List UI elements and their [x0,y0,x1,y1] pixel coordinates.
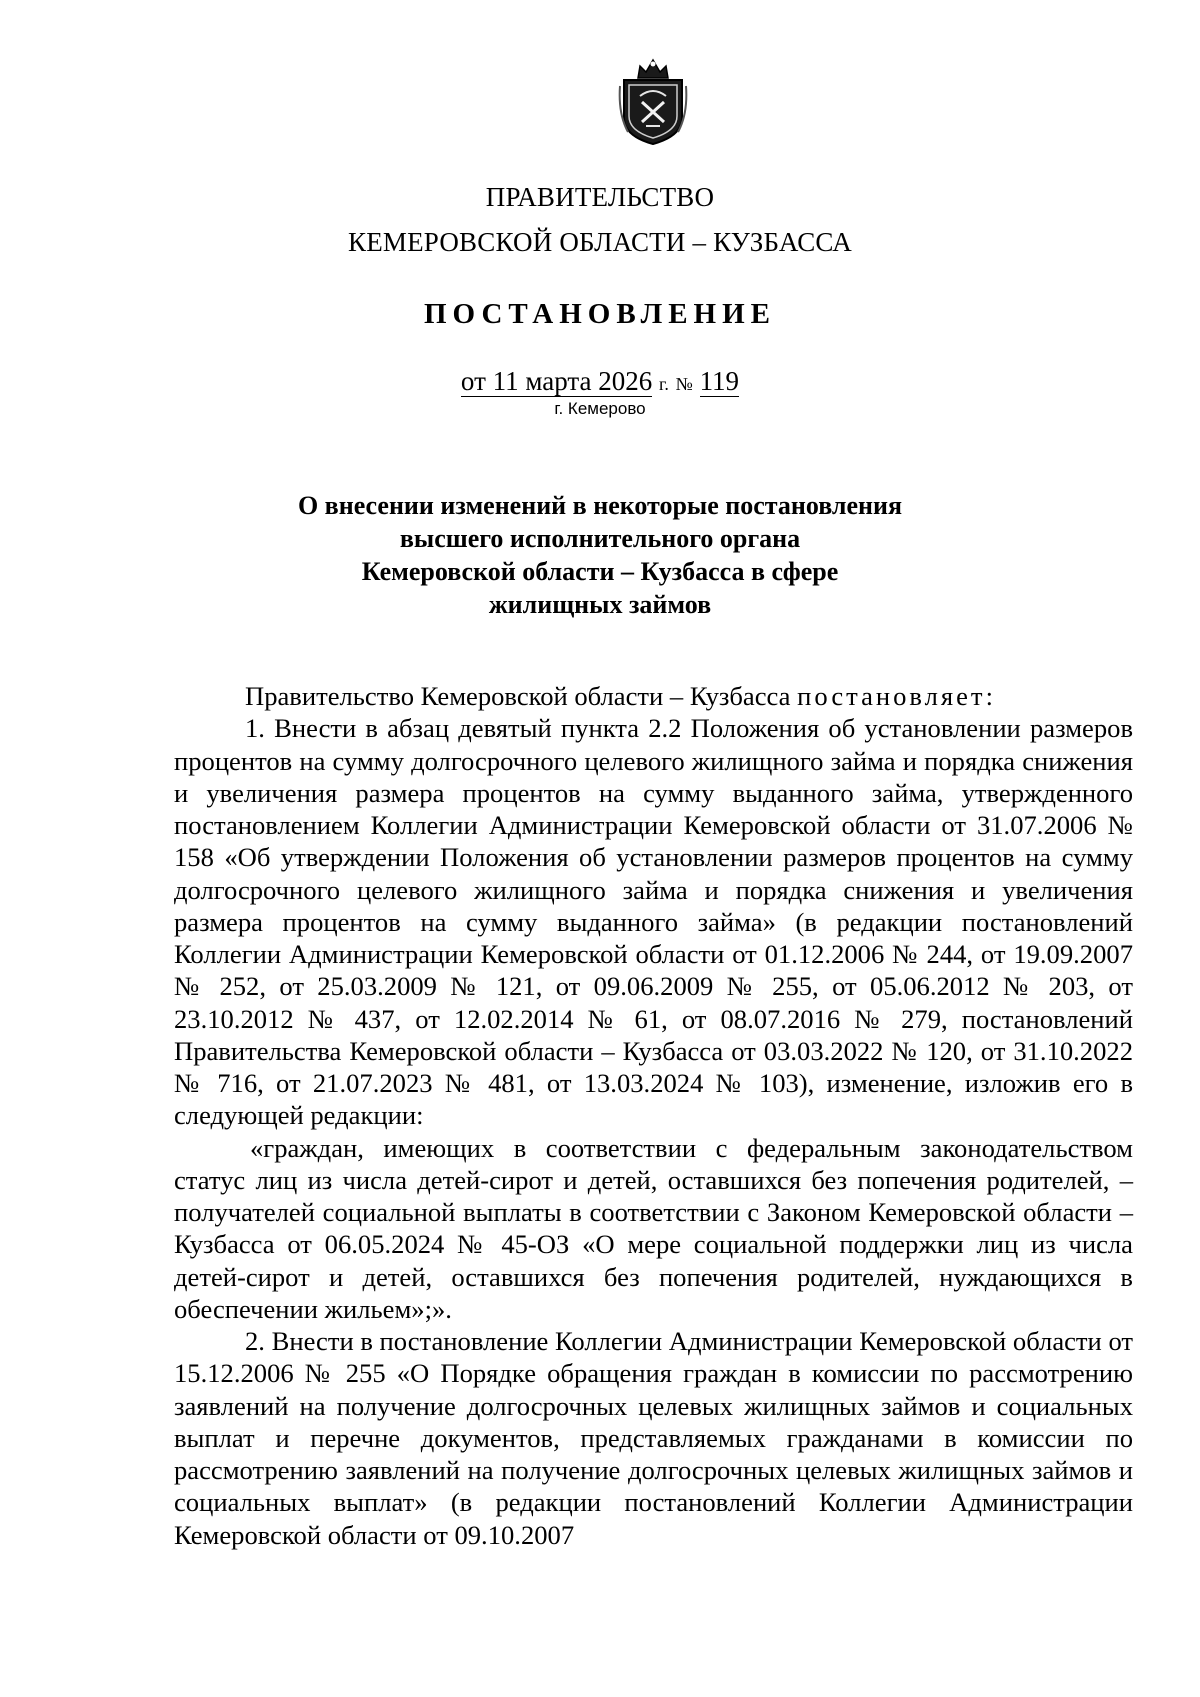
document-date-line [0,365,1200,400]
document-number: 119 [699,366,740,396]
intro-paragraph [174,680,1133,712]
number-sign: № [675,374,693,394]
title-line3: Кемеровской области – Кузбасса в сфере [361,557,839,586]
title-line2: высшего исполнительного органа [399,524,801,553]
document-body [174,680,1133,1551]
intro-text: Правительство Кемеровской области – Кузбасса [245,681,791,711]
paragraph-2: 2. Внести в постановление Коллегии Администрации Кемеровской области от 15.12.2006 № 255 «О Порядке обращения граждан в комиссии по рассмотрению заявлений на получение долгосрочных целевых жилищных займов и социальных выплат и перечне документов, представляемых гражданами в комиссии по рассмотрению заявлений на получение долгосрочных целевых жилищных займов и социальных выплат» (в редакции постановлений Коллегии Администрации Кемеровской области от 09.10.2007 [174,1326,1134,1550]
title-line4: жилищных займов [488,590,712,619]
government-name-line2: КЕМЕРОВСКОЙ ОБЛАСТИ – КУЗБАССА [348,227,852,257]
paragraph-1: 1. Внести в абзац девятый пункта 2.2 Положения об установлении размеров процентов на сумму долгосрочного целевого жилищного займа и порядка снижения и увеличения размера процентов на сумму выданного займа, утвержденного постановлением Коллегии Администрации Кемеровской области от 31.07.2006 № 158 «Об утверждении Положения об установлении размеров процентов на сумму долгосрочного целевого жилищного займа и порядка снижения и увеличения размера процентов на сумму выданного займа» (в редакции постановлений Коллегии Администрации Кемеровской области от 01.12.2006 № 244, от 19.09.2007 № 252, от 25.03.2009 № 121, от 09.06.2009 № 255, от 05.06.2012 № 203, от 23.10.2012 № 437, от 12.02.2014 № 61, от 08.07.2016 № 279, постановлений Правительства Кемеровской области – Кузбасса от 03.03.2022 № 120, от 31.10.2022 № 716, от 21.07.2023 № 481, от 13.03.2024 № 103), изменение, изложив его в следующей редакции: [174,713,1133,1131]
government-name-line1: ПРАВИТЕЛЬСТВО [485,182,715,212]
document-city: г. Кемерово [554,399,646,418]
intro-verb: постановляет [797,681,986,711]
date-prefix: от [460,366,486,396]
quoted-paragraph: «граждан, имеющих в соответствии с федеральным законодательством статус лиц из числа детей-сирот и детей, оставшихся без попечения родителей, – получателей социальной выплаты в соответствии с Законом Кемеровской области – Кузбасса от 06.05.2024 № 45-ОЗ «О мере социальной поддержки лиц из числа детей-сирот и детей, оставшихся без попечения родителей, нуждающихся в обеспечении жильем»;». [174,1132,1133,1324]
coat-of-arms-icon [618,56,688,146]
intro-colon: : [985,681,993,711]
document-date: 11 марта 2026 [492,366,653,396]
year-suffix: г. [659,374,669,394]
document-title [0,489,1200,621]
title-line1: О внесении изменений в некоторые постановления [297,491,903,520]
document-type-heading: ПОСТАНОВЛЕНИЕ [423,298,776,330]
